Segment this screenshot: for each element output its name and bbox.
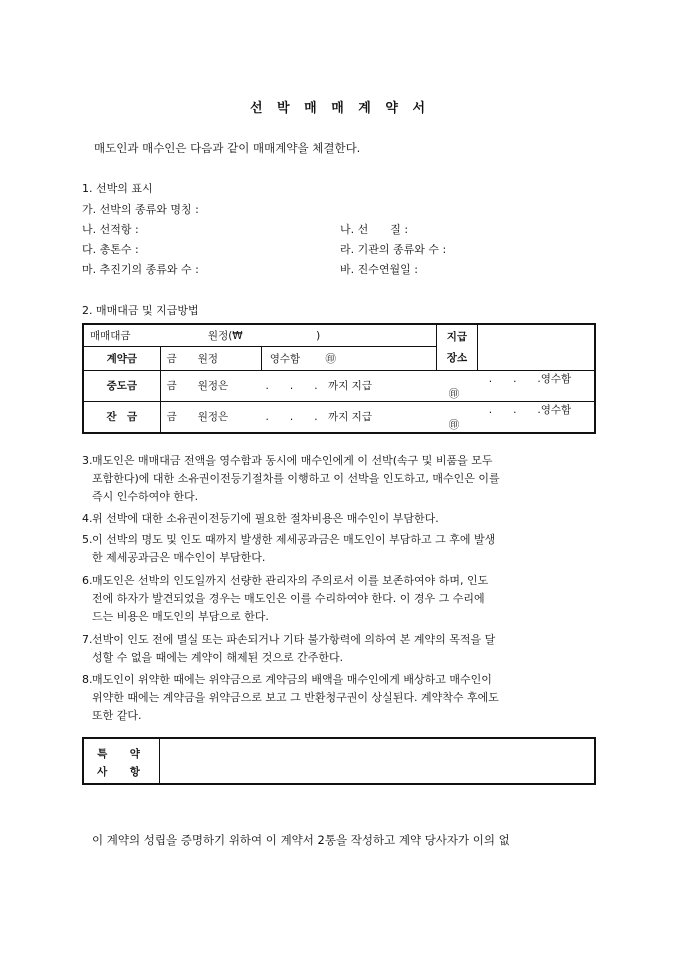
- deposit-receipt: 영수함: [269, 352, 301, 365]
- clause-number: 5.: [82, 533, 93, 546]
- clause-line: 매도인이 위약한 때에는 위약금으로 계약금의 배액을 매수인에게 배상하고 매수인이: [92, 673, 492, 686]
- special-terms-label: [84, 739, 160, 783]
- clause-line: 선박이 인도 전에 멸실 또는 파손되거나 기타 불가항력에 의하여 본 계약의 목적을 달: [92, 633, 496, 646]
- middle-payment-receipt: . . .영수함: [488, 372, 572, 385]
- sale-price-value: 원정(₩ ): [207, 329, 321, 342]
- middle-payment-cell: [160, 370, 437, 401]
- special-terms-box: [82, 737, 596, 785]
- closing-text: 이 계약의 성립을 증명하기 위하여 이 계약서 2통을 작성하고 계약 당사자가 이의 없: [92, 833, 510, 847]
- sale-price-row: [83, 324, 437, 346]
- payment-place-value: [477, 324, 595, 370]
- balance-amount: 금 원정은: [166, 411, 229, 423]
- clause-line: 또한 같다.: [92, 709, 142, 722]
- special-terms-label-2: 사 항: [97, 766, 146, 778]
- clause-number: 4.: [82, 512, 93, 525]
- balance-date: . . . 까지 지급: [265, 411, 372, 423]
- balance-seal: ㊞: [448, 418, 460, 431]
- middle-receipt-cell: [437, 370, 595, 401]
- balance-receipt: . . .영수함: [488, 403, 572, 416]
- balance-cell: [160, 401, 437, 433]
- middle-payment-seal: ㊞: [448, 387, 460, 400]
- hull-material: 나. 선 질 :: [340, 223, 409, 236]
- deposit-amount: 금 원정: [160, 346, 261, 370]
- clause-line: 이 선박의 명도 및 인도 때까지 발생한 제세공과금은 매도인이 부담하고 그 후에 발생: [92, 533, 496, 546]
- balance-label: 잔 금: [83, 401, 160, 433]
- gross-tonnage: 다. 총톤수 :: [82, 243, 139, 256]
- document-title: 선 박 매 매 계 약 서: [249, 101, 431, 116]
- propeller-type-count: 마. 추진기의 종류와 수 :: [82, 263, 199, 276]
- deposit-receipt-cell: [261, 346, 437, 370]
- special-terms-label-1: 특 약: [97, 748, 146, 760]
- middle-payment-amount: 금 원정은: [166, 380, 229, 392]
- clause-line: 한 제세공과금은 매수인이 부담한다.: [92, 551, 266, 564]
- deposit-label: 계약금: [83, 346, 160, 370]
- vessel-type-name: 가. 선박의 종류와 명칭 :: [82, 203, 199, 216]
- payment-table: [82, 323, 596, 434]
- clause-line: 매도인은 선박의 인도일까지 선량한 관리자의 주의로서 이를 보존하여야 하며, 인도: [92, 574, 489, 587]
- payment-place-label-1: 지급: [446, 331, 468, 344]
- clause-number: 8.: [82, 673, 93, 686]
- launch-date: 바. 진수연월일 :: [340, 263, 418, 276]
- payment-place-label-2: 장소: [446, 352, 468, 365]
- clause-line: 위 선박에 대한 소유권이전등기에 필요한 절차비용은 매수인이 부담한다.: [92, 512, 439, 525]
- section1-heading: 1. 선박의 표시: [82, 182, 153, 195]
- clause-line: 드는 비용은 매도인의 부담으로 한다.: [92, 610, 269, 623]
- clause-line: 전에 하자가 발견되었을 경우는 매도인은 이를 수리하여야 한다. 이 경우 그 수리에: [92, 592, 485, 605]
- clause-number: 7.: [82, 633, 93, 646]
- clause-line: 매도인은 매매대금 전액을 영수함과 동시에 매수인에게 이 선박(속구 및 비품을 모두: [92, 454, 493, 467]
- intro-text: 매도인과 매수인은 다음과 같이 매매계약을 체결한다.: [94, 141, 361, 155]
- balance-receipt-cell: [437, 401, 595, 433]
- section2-heading: 2. 매매대금 및 지급방법: [82, 304, 199, 317]
- payment-place-label: [437, 324, 477, 370]
- clause-line: 위약한 때에는 계약금을 위약금으로 보고 그 반환청구권이 상실된다. 계약착수 후에도: [92, 691, 499, 704]
- clause-line: 포함한다)에 대한 소유권이전등기절차를 이행하고 이 선박을 인도하고, 매수인은 이를: [92, 472, 500, 485]
- clause-number: 3.: [82, 454, 93, 467]
- sale-price-label: 매매대금: [90, 329, 131, 342]
- middle-payment-date: . . . 까지 지급: [265, 380, 372, 392]
- clause-number: 6.: [82, 574, 93, 587]
- engine-type-count: 라. 기관의 종류와 수 :: [340, 243, 447, 256]
- deposit-seal: ㊞: [325, 352, 337, 365]
- clause-line: 성할 수 없을 때에는 계약이 해제된 것으로 간주한다.: [92, 651, 344, 664]
- middle-payment-label: 중도금: [83, 370, 160, 401]
- port-of-registry: 나. 선적항 :: [82, 223, 139, 236]
- clause-line: 즉시 인수하여야 한다.: [92, 490, 199, 503]
